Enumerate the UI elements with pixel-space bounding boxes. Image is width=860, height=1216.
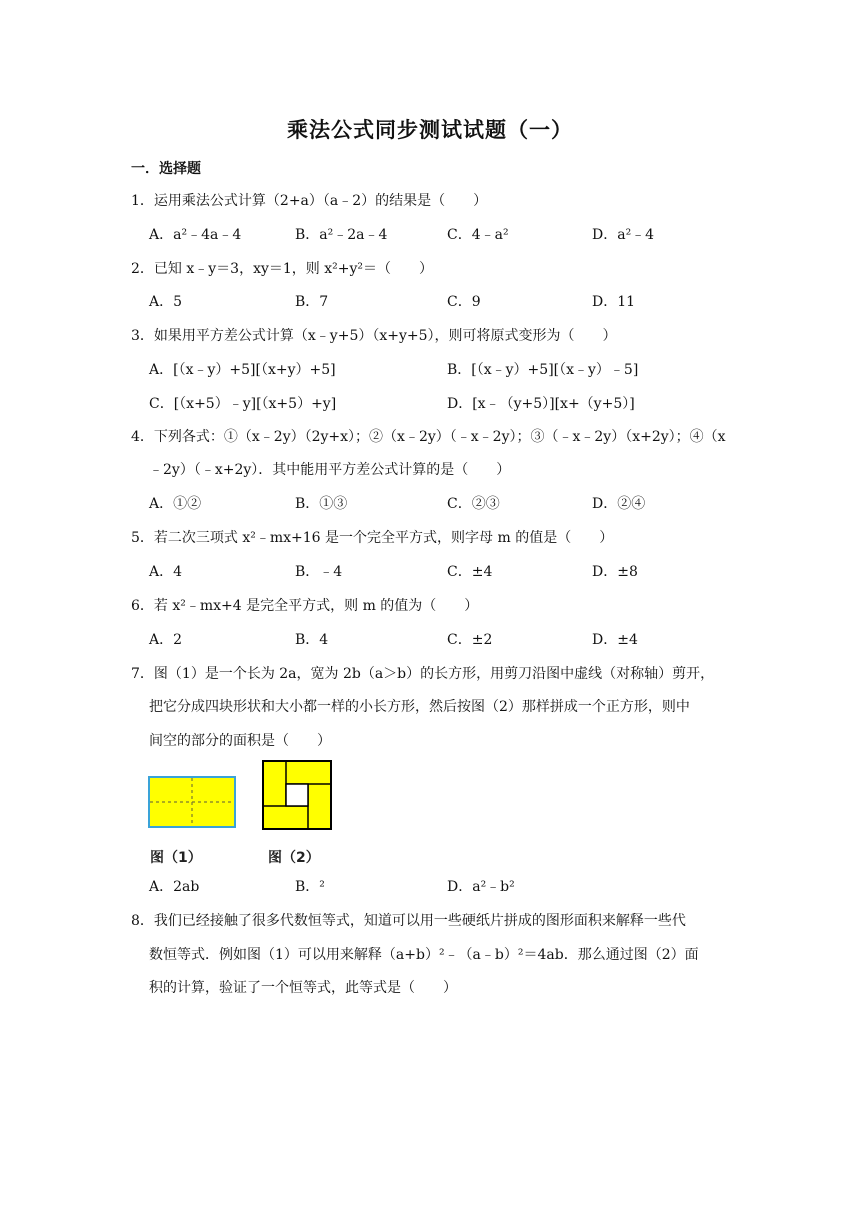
section-heading: 一．选择题 <box>131 161 201 177</box>
question-8-text-line2: 数恒等式．例如图（1）可以用来解释（a+b）²﹣（a﹣b）²＝4ab．那么通过图（2）面 <box>149 947 699 963</box>
question-5-text: 5．若二次三项式 x²﹣mx+16 是一个完全平方式，则字母 m 的值是（ ） <box>131 530 614 546</box>
q4-option-d: D．②④ <box>592 496 646 512</box>
q3-option-b: B．[（x﹣y）+5][（x﹣y）﹣5] <box>447 362 639 378</box>
q2-option-b: B．7 <box>295 294 329 310</box>
figure-1-caption: 图（1） <box>150 850 202 866</box>
figure-1-rectangle <box>148 776 236 828</box>
q5-option-c: C．±4 <box>447 564 493 580</box>
question-6-text: 6．若 x²﹣mx+4 是完全平方式，则 m 的值为（ ） <box>131 598 479 614</box>
q7-option-d: D．a²﹣b² <box>447 879 515 895</box>
q6-option-c: C．±2 <box>447 632 493 648</box>
q7-option-a: A．2ab <box>149 879 200 895</box>
q1-option-a: A．a²﹣4a﹣4 <box>149 227 242 243</box>
question-4-text-line2: ﹣2y）（﹣x+2y）．其中能用平方差公式计算的是（ ） <box>149 462 511 478</box>
q2-option-a: A．5 <box>149 294 183 310</box>
question-7-text-line2: 把它分成四块形状和大小都一样的小长方形，然后按图（2）那样拼成一个正方形，则中 <box>149 699 690 715</box>
question-2-text: 2．已知 x﹣y＝3，xy＝1，则 x²+y²＝（ ） <box>131 261 433 277</box>
q3-option-c: C．[（x+5）﹣y][（x+5）+y] <box>149 396 337 412</box>
question-8-text-line3: 积的计算，验证了一个恒等式，此等式是（ ） <box>149 980 457 996</box>
page-title: 乘法公式同步测试试题（一） <box>287 118 573 142</box>
q4-option-c: C．②③ <box>447 496 500 512</box>
q3-option-d: D．[x﹣（y+5）][x+（y+5）] <box>447 396 635 412</box>
q4-option-a: A．①② <box>149 496 202 512</box>
question-8-text-line1: 8．我们已经接触了很多代数恒等式，知道可以用一些硬纸片拼成的图形面积来解释一些代 <box>131 913 686 929</box>
q5-option-b: B．﹣4 <box>295 564 343 580</box>
figure-2-caption: 图（2） <box>268 850 320 866</box>
q5-option-d: D．±8 <box>592 564 638 580</box>
q2-option-c: C．9 <box>447 294 481 310</box>
q5-option-a: A．4 <box>149 564 183 580</box>
q7-option-b: B．² <box>295 879 325 895</box>
figure-2-square <box>262 760 332 830</box>
question-3-text: 3．如果用平方差公式计算（x﹣y+5）（x+y+5），则可将原式变形为（ ） <box>131 328 617 344</box>
q1-option-d: D．a²﹣4 <box>592 227 655 243</box>
question-7-text-line1: 7．图（1）是一个长为 2a，宽为 2b（a＞b）的长方形，用剪刀沿图中虚线（对称轴）剪开， <box>131 666 715 682</box>
q6-option-b: B．4 <box>295 632 329 648</box>
q6-option-d: D．±4 <box>592 632 638 648</box>
question-4-text-line1: 4．下列各式：①（x﹣2y）（2y+x）；②（x﹣2y）（﹣x﹣2y）；③（﹣x﹣2y）（x+2y）；④（x <box>131 429 726 445</box>
q3-option-a: A．[（x﹣y）+5][（x+y）+5] <box>149 362 336 378</box>
question-1-text: 1．运用乘法公式计算（2+a）（a﹣2）的结果是（ ） <box>131 193 488 209</box>
q4-option-b: B．①③ <box>295 496 348 512</box>
q6-option-a: A．2 <box>149 632 183 648</box>
question-7-text-line3: 间空的部分的面积是（ ） <box>149 733 331 749</box>
q1-option-b: B．a²﹣2a﹣4 <box>295 227 388 243</box>
q2-option-d: D．11 <box>592 294 636 310</box>
q1-option-c: C．4﹣a² <box>447 227 509 243</box>
